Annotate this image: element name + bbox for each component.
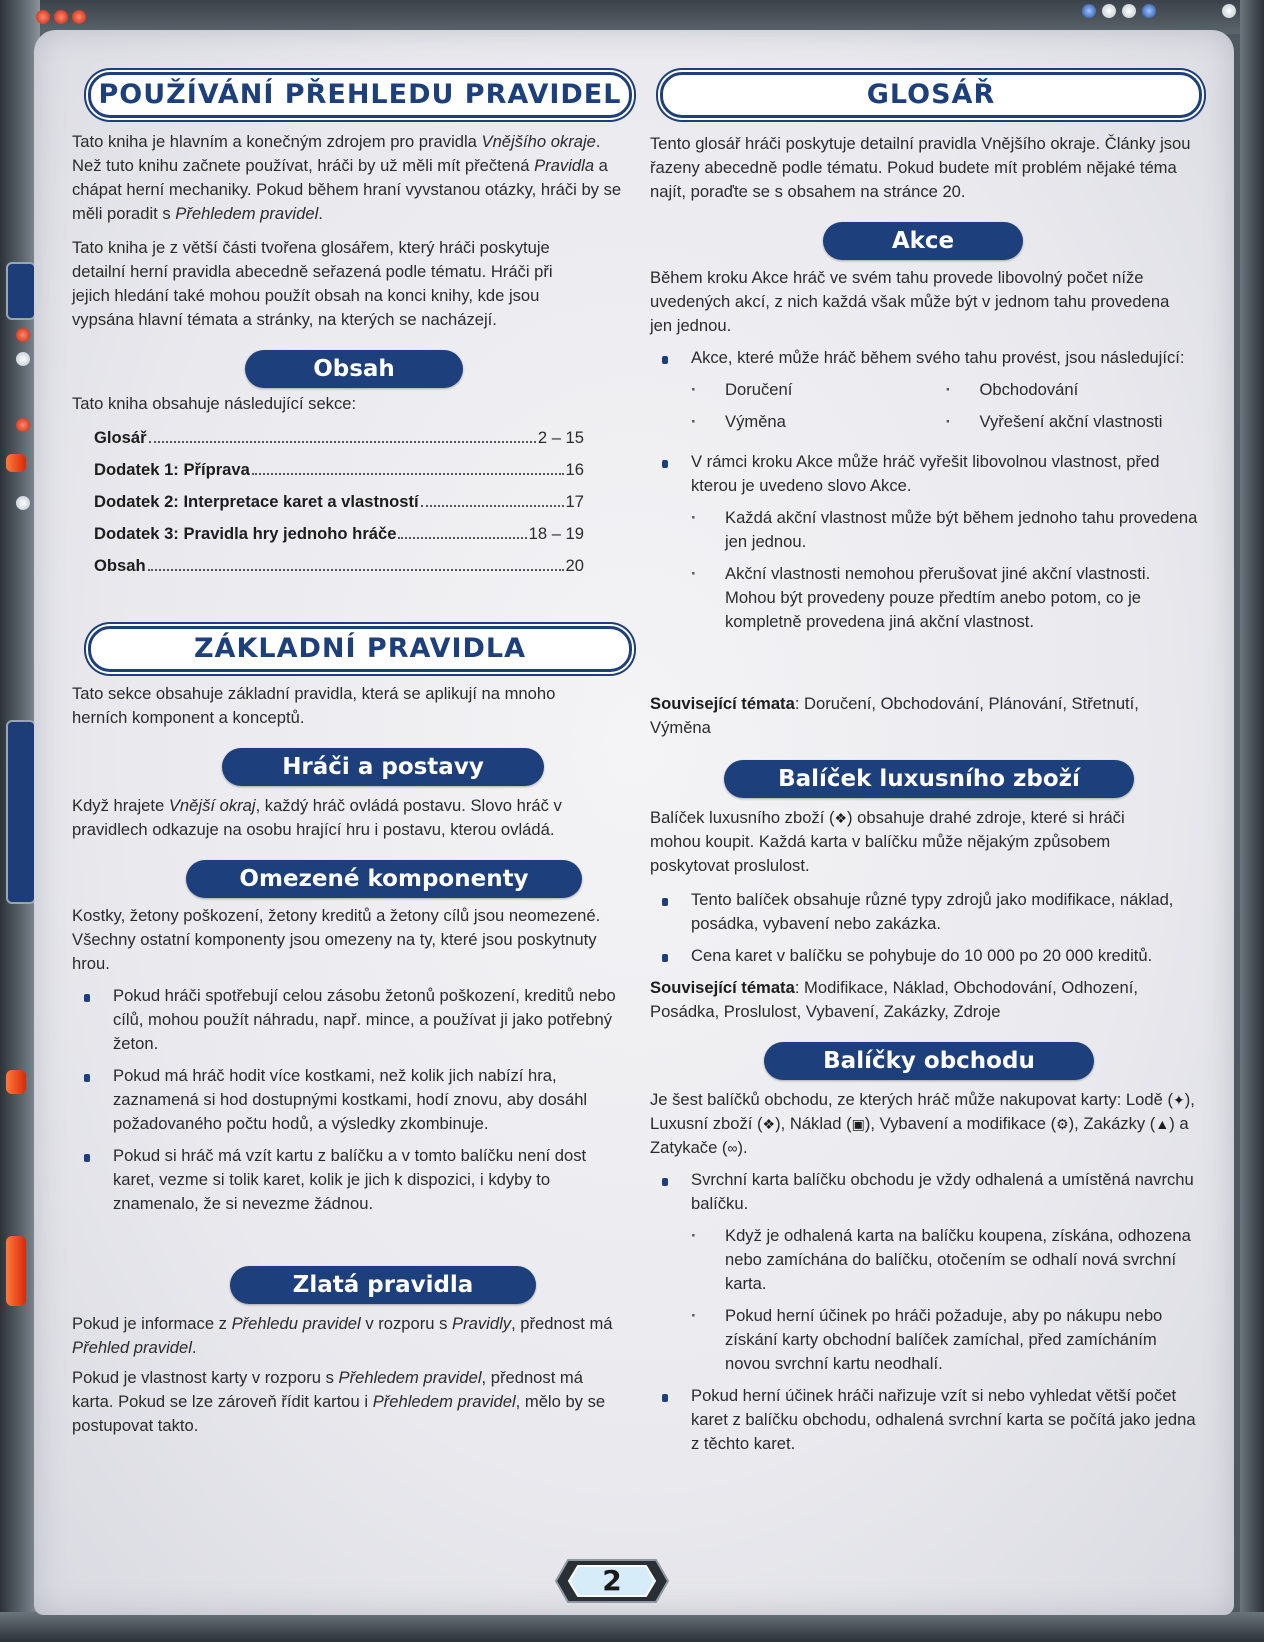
italic-span: Přehledem pravidel [338, 1368, 482, 1387]
limited-paragraph: Kostky, žetony poškození, žetony kreditů a žetony cílů jsou neomezené. Všechny ostatní komponenty jsou omezeny na ty, které jsou poskytnuty hrou. [72, 906, 601, 973]
text-span: ), Luxusní zboží ( [650, 1090, 1195, 1133]
luxury-related [650, 976, 1200, 1024]
action-item: · Výměna [691, 410, 946, 434]
contents-label: Dodatek 1: Příprava [94, 460, 250, 479]
contents-label: Dodatek 2: Interpretace karet a vlastností [94, 492, 419, 511]
actions-list [691, 378, 1200, 442]
italic-span: Přehled pravidel [72, 1338, 192, 1357]
contents-row[interactable] [94, 554, 584, 578]
market-bullets [650, 1168, 1200, 1464]
related-label: Související témata [650, 978, 795, 997]
contents-page: 20 [565, 556, 584, 575]
lamp-icon [16, 418, 30, 432]
market-paragraph [650, 1088, 1206, 1160]
lamp-icon [1222, 4, 1236, 18]
sub-bullet-item: · Pokud herní účinek po hráči požaduje, aby po nákupu nebo získání karty obchodní balíček zamíchal, před zamícháním novou svrchní kartu neodhalí. [691, 1304, 1200, 1376]
luxury-title: Balíček luxusního zboží [724, 760, 1134, 798]
job-icon: ▲ [1155, 1116, 1170, 1132]
text-span: Je šest balíčků obchodu, ze kterých hráč může nakupovat karty: Lodě ( [650, 1090, 1173, 1109]
intro-paragraph-1 [72, 130, 622, 226]
text-span: . Než tuto knihu začnete používat, hráči by už měli mít přečtená [72, 132, 601, 175]
luxury-paragraph [650, 806, 1170, 878]
bullet-text: Akce, které může hráč během svého tahu provést, jsou následující: [691, 348, 1185, 367]
contents-dots [398, 537, 526, 539]
golden-paragraph-1 [72, 1312, 622, 1360]
frame-slot [6, 262, 36, 320]
page-number-plate [554, 1558, 670, 1604]
players-paragraph [72, 794, 612, 842]
ship-icon: ✦ [1172, 1092, 1185, 1108]
italic-span: Vnějšího okraje [481, 132, 596, 151]
glossary-paragraph: Tento glosář hráči poskytuje detailní pravidla Vnějšího okraje. Články jsou řazeny abecedně podle tématu. Pokud budete mít problém nějaké téma najít, poraďte se s obsahem na stránce 20. [650, 134, 1191, 201]
contents-lead: Tato kniha obsahuje následující sekce: [72, 394, 357, 413]
contents-page: 16 [565, 460, 584, 479]
related-label: Související témata [650, 694, 795, 713]
contents-dots [148, 569, 564, 571]
text-span: Balíček luxusního zboží ( [650, 808, 835, 827]
text-span: , mělo by se postupovat takto. [72, 1392, 606, 1435]
lamp-icon [16, 328, 30, 342]
text-span: v rozporu s [360, 1314, 453, 1333]
contents-page: 18 – 19 [528, 524, 584, 543]
text-span: ) obsahuje drahé zdroje, které si hráči mohou koupit. Každá karta v balíčku může nějakým způsobem poskytovat proslulost. [650, 808, 1125, 875]
frame-light [6, 1070, 26, 1094]
basics-paragraph: Tato sekce obsahuje základní pravidla, která se aplikují na mnoho herních komponent a konceptů. [72, 684, 556, 727]
italic-span: Přehledu pravidel [231, 1314, 361, 1333]
bounty-icon: ∞ [727, 1140, 738, 1156]
text-span: ), Vybavení a modifikace ( [864, 1114, 1057, 1133]
lamp-icon [1102, 4, 1116, 18]
actions-title: Akce [823, 222, 1023, 260]
frame-top [0, 0, 1264, 34]
contents-row[interactable] [94, 522, 584, 546]
related-text: : Modifikace, Náklad, Obchodování, Odhození, Posádka, Proslulost, Vybavení, Zakázky, Zdroje [650, 978, 1138, 1021]
contents-dots [252, 473, 564, 475]
bullet-item: Pokud herní účinek hráči nařizuje vzít si nebo vyhledat větší počet karet z balíčku obchodu, odhalená svrchní karta se počítá jako jedna z těchto karet. [650, 1384, 1200, 1456]
sub-bullet-item: · Když je odhalená karta na balíčku koupena, získána, odhozena nebo zamíchána do balíčku, otočením se odhalí nová svrchní karta. [691, 1224, 1200, 1296]
sub-bullet-item: · Každá akční vlastnost může být během jednoho tahu provedena jen jednou. [691, 506, 1200, 554]
bullet-item: Pokud hráči spotřebují celou zásobu žetonů poškození, kreditů nebo cílů, mohou použít náhradu, např. mince, a používat ji jako potřebný žeton. [72, 984, 622, 1056]
lamp-icon [1082, 4, 1096, 18]
bullet-item [650, 346, 1200, 442]
bullet-item [650, 1168, 1200, 1376]
actions-paragraph: Během kroku Akce hráč ve svém tahu provede libovolný počet níže uvedených akcí, z nich každá však může být v jednom tahu provedena jen jednou. [650, 268, 1170, 335]
contents-dots [421, 505, 564, 507]
page-number: 2 [602, 1564, 622, 1597]
italic-span: Pravidly [452, 1314, 512, 1333]
section-header-intro: POUŽÍVÁNÍ PŘEHLEDU PRAVIDEL [88, 72, 632, 118]
text-span: a chápat herní mechaniky. Pokud během hraní vyvstanou otázky, hráči by se měli poradit s [72, 156, 622, 223]
lamp-icon [1142, 4, 1156, 18]
italic-span: Přehledem pravidel [175, 204, 319, 223]
text-span: ), Náklad ( [775, 1114, 852, 1133]
lamp-icon [16, 496, 30, 510]
section-header-basics: ZÁKLADNÍ PRAVIDLA [88, 626, 632, 672]
frame-slot [6, 720, 36, 904]
lamp-icon [54, 10, 68, 24]
lamp-icon [36, 10, 50, 24]
contents-page: 17 [565, 492, 584, 511]
italic-span: Vnější okraj [168, 796, 256, 815]
section-header-glossary: GLOSÁŘ [660, 72, 1202, 118]
related-text: : Doručení, Obchodování, Plánování, Střetnutí, Výměna [650, 694, 1139, 737]
golden-paragraph-2 [72, 1366, 622, 1438]
text-span: ), Zakázky ( [1068, 1114, 1156, 1133]
cargo-icon: ▣ [851, 1116, 865, 1132]
text-span: Pokud je informace z [72, 1314, 232, 1333]
limited-title: Omezené komponenty [186, 860, 582, 898]
luxury-bullets [650, 888, 1200, 976]
text-span: , každý hráč ovládá postavu. Slovo hráč v pravidlech odkazuje na osobu hrající hru i postavu, kterou ovládá. [72, 796, 562, 839]
text-span: Když hrajete [72, 796, 169, 815]
rulebook-page [34, 30, 1234, 1615]
contents-title: Obsah [245, 350, 463, 388]
italic-span: Přehledem pravidel [372, 1392, 516, 1411]
market-title: Balíčky obchodu [764, 1042, 1094, 1080]
actions-related [650, 692, 1200, 740]
contents-row[interactable] [94, 458, 584, 482]
lamp-icon [1122, 4, 1136, 18]
contents-row[interactable] [94, 490, 584, 514]
contents-label: Obsah [94, 556, 146, 575]
italic-span: Pravidla [534, 156, 595, 175]
text-span: . [318, 204, 323, 223]
luxury-icon: ❖ [834, 810, 848, 826]
limited-bullets [72, 984, 622, 1224]
text-span: Pokud je vlastnost karty v rozporu s [72, 1368, 339, 1387]
contents-label: Dodatek 3: Pravidla hry jednoho hráče [94, 524, 397, 543]
lamp-icon [72, 10, 86, 24]
actions-bullets [650, 346, 1200, 642]
sub-bullet-item: · Akční vlastnosti nemohou přerušovat jiné akční vlastnosti. Mohou být provedeny pouze předtím anebo potom, co je kompletně provedena jiná akční vlastnost. [691, 562, 1200, 634]
text-span: , přednost má [511, 1314, 613, 1333]
action-item: · Doručení [691, 378, 946, 402]
luxury-icon: ❖ [762, 1116, 776, 1132]
text-span: ). [737, 1138, 748, 1157]
frame-light [6, 1236, 26, 1306]
bullet-item [650, 450, 1200, 634]
action-item: · Vyřešení akční vlastnosti [946, 410, 1201, 434]
text-span: ) a Zatykače ( [650, 1114, 1189, 1157]
lamp-icon [16, 352, 30, 366]
contents-dots [149, 441, 536, 443]
intro-paragraph-2: Tato kniha je z větší části tvořena glosářem, který hráči poskytuje detailní herní pravidla abecedně seřazená podle tématu. Hráči při jejich hledání také mohou použít obsah na konci knihy, kde jsou vypsána hlavní témata a stránky, na kterých se nacházejí. [72, 238, 553, 329]
contents-row[interactable] [94, 426, 584, 450]
contents-label: Glosář [94, 428, 147, 447]
frame-bottom [0, 1612, 1264, 1642]
gear-icon: ⚙ [1056, 1116, 1069, 1132]
contents-page: 2 – 15 [537, 428, 584, 447]
sub-bullets [691, 1224, 1200, 1376]
text-span: Tato kniha je hlavním a konečným zdrojem pro pravidla [72, 132, 482, 151]
players-title: Hráči a postavy [222, 748, 544, 786]
text-span: . [191, 1338, 197, 1357]
bullet-item: Cena karet v balíčku se pohybuje do 10 000 po 20 000 kreditů. [650, 944, 1200, 968]
bullet-item: Tento balíček obsahuje různé typy zdrojů jako modifikace, náklad, posádka, vybavení nebo zakázka. [650, 888, 1200, 936]
sub-bullets [691, 506, 1200, 634]
frame-right [1240, 0, 1264, 1642]
frame-light [6, 454, 26, 472]
bullet-text: V rámci kroku Akce může hráč vyřešit libovolnou vlastnost, před kterou je uvedeno slovo Akce. [691, 452, 1160, 495]
text-span: , přednost má karta. Pokud se lze zároveň řídit kartou i [72, 1368, 583, 1411]
bullet-text: Svrchní karta balíčku obchodu je vždy odhalená a umístěná navrchu balíčku. [691, 1170, 1194, 1213]
bullet-item: Pokud si hráč má vzít kartu z balíčku a v tomto balíčku není dost karet, vezme si tolik karet, kolik je jich k dispozici, i kdyby to znamenalo, že si nevezme žádnou. [72, 1144, 622, 1216]
action-item: · Obchodování [946, 378, 1201, 402]
bullet-item: Pokud má hráč hodit více kostkami, než kolik jich nabízí hra, zaznamená si hod dostupnými kostkami, hodí znovu, aby dosáhl požadovaného počtu hodů, a výsledky zkombinuje. [72, 1064, 622, 1136]
golden-title: Zlatá pravidla [230, 1266, 536, 1304]
contents-list [94, 426, 584, 586]
